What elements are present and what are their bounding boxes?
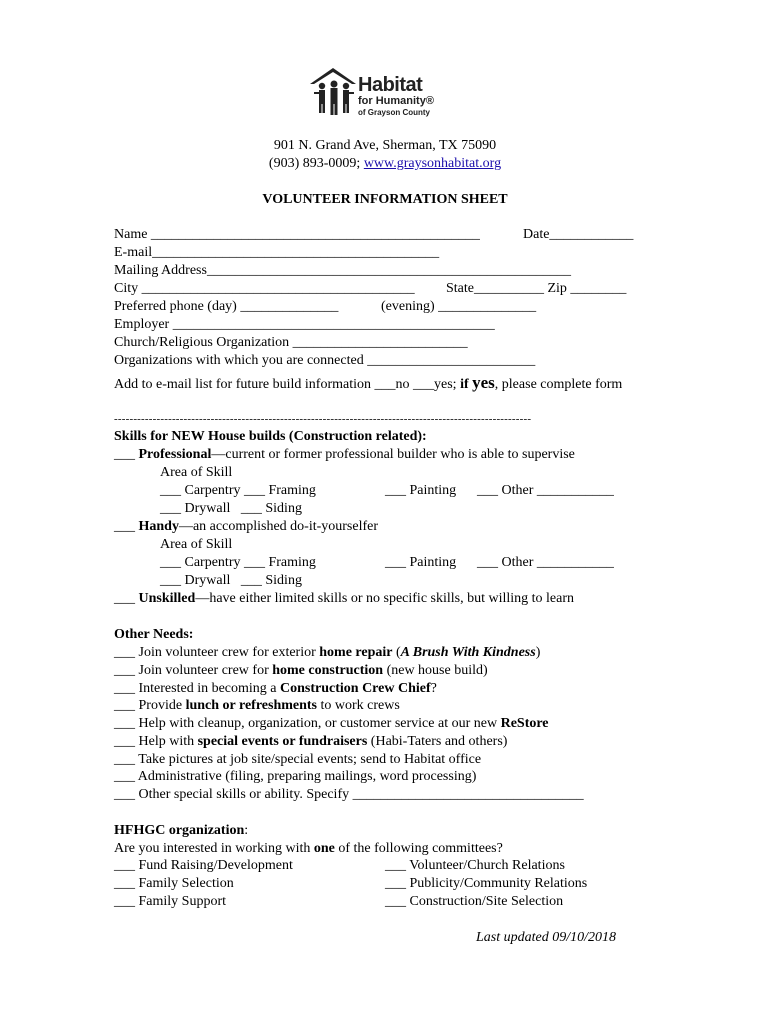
committee-publicity[interactable]: ___ Publicity/Community Relations — [385, 876, 588, 891]
committee-family-support[interactable]: ___ Family Support — [114, 894, 227, 909]
phone: (903) 893-0009; — [268, 156, 364, 171]
unskilled-blank: ___ — [114, 591, 139, 606]
org-question: Are you interested in working with one of the following committees? — [114, 841, 503, 856]
email-list-if: if — [460, 377, 473, 392]
need-home-construction[interactable]: ___ Join volunteer crew for home construction (new house build) — [114, 663, 488, 678]
area-of-skill-label-2: Area of Skill — [160, 537, 233, 552]
unskilled-label: Unskilled — [138, 591, 196, 606]
handy-label: Handy — [138, 519, 179, 534]
handy-other[interactable]: ___ Other ___________ — [477, 555, 614, 570]
committee-fund-raising[interactable]: ___ Fund Raising/Development — [114, 858, 293, 873]
phone-evening-field[interactable]: (evening) ______________ — [381, 299, 537, 314]
website-link[interactable]: www.graysonhabitat.org — [363, 156, 502, 171]
handy-option[interactable] — [114, 518, 378, 536]
pro-other[interactable]: ___ Other ___________ — [477, 483, 614, 498]
contact-line — [0, 155, 770, 173]
need-pictures[interactable]: ___ Take pictures at job site/special events; send to Habitat office — [114, 752, 482, 767]
logo-name: Habitat — [358, 74, 423, 96]
city-field[interactable]: City _______________________________________ — [114, 281, 415, 296]
page-title: VOLUNTEER INFORMATION SHEET — [262, 192, 508, 207]
handy-drywall-siding[interactable]: ___ Drywall ___ Siding — [160, 573, 302, 588]
need-other-skills[interactable]: ___ Other special skills or ability. Specify _________________________________ — [114, 787, 584, 802]
need-special-events[interactable]: ___ Help with special events or fundraisers (Habi-Taters and others) — [114, 734, 508, 749]
email-list-yes: yes — [472, 373, 495, 392]
email-field[interactable]: E-mail_________________________________________ — [114, 245, 440, 260]
committee-construction-site[interactable]: ___ Construction/Site Selection — [385, 894, 564, 909]
email-list-line — [114, 374, 622, 394]
professional-label: Professional — [138, 447, 212, 462]
need-administrative[interactable]: ___ Administrative (filing, preparing mailings, word processing) — [114, 769, 477, 784]
unskilled-desc: —have either limited skills or no specific skills, but willing to learn — [195, 591, 575, 606]
org-heading: HFHGC organization: — [114, 823, 249, 838]
professional-blank: ___ — [114, 447, 139, 462]
need-restore[interactable]: ___ Help with cleanup, organization, or customer service at our new ReStore — [114, 716, 549, 731]
pro-painting[interactable]: ___ Painting — [385, 483, 457, 498]
mailing-address-field[interactable]: Mailing Address____________________________________________________ — [114, 263, 571, 278]
handy-blank: ___ — [114, 519, 139, 534]
need-home-repair[interactable]: ___ Join volunteer crew for exterior home repair (A Brush With Kindness) — [114, 645, 541, 660]
last-updated: Last updated 09/10/2018 — [476, 930, 617, 945]
phone-day-field[interactable]: Preferred phone (day) ______________ — [114, 299, 339, 314]
email-list-text[interactable]: Add to e-mail list for future build information ___no ___yes; — [114, 377, 461, 392]
name-field[interactable]: Name _______________________________________________ — [114, 227, 480, 242]
handy-desc: —an accomplished do-it-yourselfer — [178, 519, 379, 534]
need-crew-chief[interactable]: ___ Interested in becoming a Construction Crew Chief? — [114, 681, 437, 696]
need-lunch[interactable]: ___ Provide lunch or refreshments to work crews — [114, 698, 400, 713]
email-list-complete: , please complete form — [494, 377, 623, 392]
logo-tagline: for Humanity® — [358, 95, 434, 107]
pro-carpentry-framing[interactable]: ___ Carpentry ___ Framing — [160, 483, 316, 498]
handy-painting[interactable]: ___ Painting — [385, 555, 457, 570]
church-field[interactable]: Church/Religious Organization _________________________ — [114, 335, 468, 350]
committee-volunteer-church[interactable]: ___ Volunteer/Church Relations — [385, 858, 565, 873]
committee-family-selection[interactable]: ___ Family Selection — [114, 876, 234, 891]
address: 901 N. Grand Ave, Sherman, TX 75090 — [273, 138, 497, 153]
pro-drywall-siding[interactable]: ___ Drywall ___ Siding — [160, 501, 302, 516]
divider: ------------------------------------------------------------------------------------------------------------ — [114, 413, 532, 425]
unskilled-option[interactable] — [114, 590, 574, 608]
logo-location: of Grayson County — [358, 108, 431, 117]
handy-carpentry-framing[interactable]: ___ Carpentry ___ Framing — [160, 555, 316, 570]
professional-option[interactable] — [114, 446, 575, 464]
state-zip-field[interactable]: State__________ Zip ________ — [446, 281, 627, 296]
date-field[interactable]: Date____________ — [523, 227, 634, 242]
organizations-field[interactable]: Organizations with which you are connected ________________________ — [114, 353, 536, 368]
employer-field[interactable]: Employer ______________________________________________ — [114, 317, 495, 332]
professional-desc: —current or former professional builder who is able to supervise — [211, 447, 575, 462]
area-of-skill-label: Area of Skill — [160, 465, 233, 480]
other-needs-heading: Other Needs: — [114, 627, 194, 642]
skills-heading: Skills for NEW House builds (Construction related): — [114, 429, 427, 444]
